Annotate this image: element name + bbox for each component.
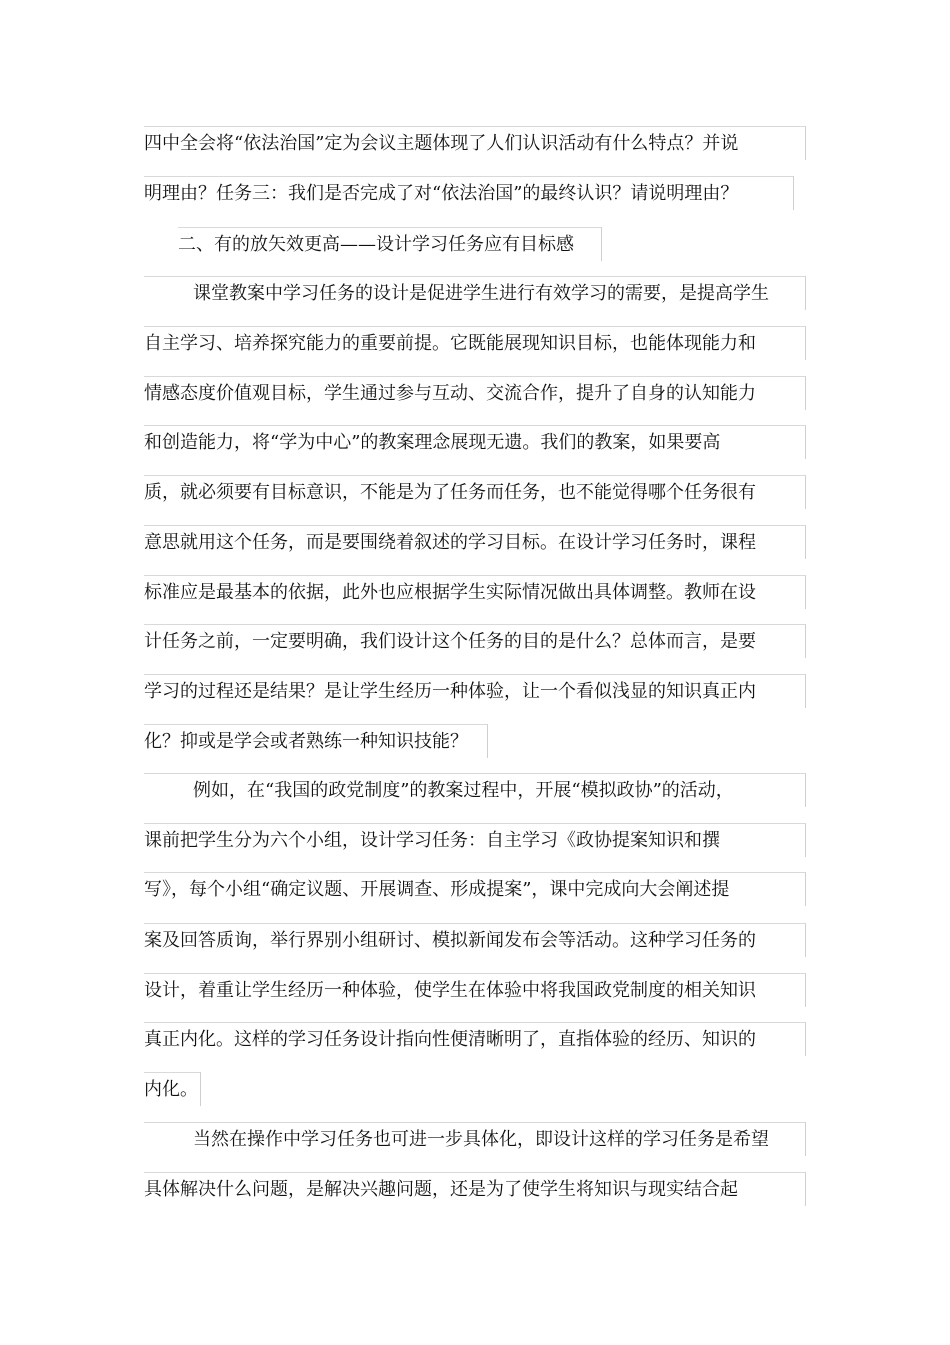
- section-heading: [178, 227, 602, 261]
- text-line: [144, 126, 806, 160]
- line-text: 明理由？任务三：我们是否完成了对“依法治国”的最终认识？请说明理由？: [144, 183, 739, 204]
- line-text: 学习的过程还是结果？是让学生经历一种体验，让一个看似浅显的知识真正内: [144, 681, 756, 702]
- text-line: [144, 674, 806, 708]
- line-text: 案及回答质询，举行界别小组研讨、模拟新闻发布会等活动。这种学习任务的: [144, 930, 756, 951]
- text-line: [144, 276, 806, 310]
- line-text: 四中全会将“依法治国”定为会议主题体现了人们认识活动有什么特点？并说: [144, 133, 739, 154]
- text-line: [144, 326, 806, 360]
- text-line: [144, 973, 806, 1007]
- line-text: 情感态度价值观目标，学生通过参与互动、交流合作，提升了自身的认知能力: [144, 383, 756, 404]
- line-text: 化？抑或是学会或者熟练一种知识技能？: [144, 731, 468, 752]
- line-text: 例如，在“我国的政党制度”的教案过程中，开展“模拟政协”的活动，: [193, 780, 734, 801]
- text-line: [144, 376, 806, 410]
- text-line: [144, 773, 806, 807]
- line-text: 计任务之前，一定要明确，我们设计这个任务的目的是什么？总体而言，是要: [144, 631, 756, 652]
- line-text: 真正内化。这样的学习任务设计指向性便清晰明了，直指体验的经历、知识的: [144, 1029, 756, 1050]
- text-line: [144, 176, 794, 210]
- line-text: 标准应是最基本的依据，此外也应根据学生实际情况做出具体调整。教师在设: [144, 582, 756, 603]
- text-line: [144, 823, 806, 857]
- line-text: 课堂教案中学习任务的设计是促进学生进行有效学习的需要，是提高学生: [193, 283, 769, 304]
- text-line: [144, 724, 488, 758]
- text-line: [144, 575, 806, 609]
- text-line: [144, 872, 806, 906]
- line-text: 当然在操作中学习任务也可进一步具体化，即设计这样的学习任务是希望: [193, 1129, 769, 1150]
- text-line: [144, 1072, 201, 1106]
- line-text: 和创造能力，将“学为中心”的教案理念展现无遗。我们的教案，如果要高: [144, 432, 721, 453]
- line-text: 写》，每个小组“确定议题、开展调查、形成提案”，课中完成向大会阐述提: [144, 879, 730, 900]
- text-line: [144, 1172, 806, 1206]
- text-line: [144, 1122, 806, 1156]
- text-line: [144, 525, 806, 559]
- line-text: 意思就用这个任务，而是要围绕着叙述的学习目标。在设计学习任务时，课程: [144, 532, 756, 553]
- text-line: [144, 624, 806, 658]
- text-line: [144, 1022, 806, 1056]
- line-text: 自主学习、培养探究能力的重要前提。它既能展现知识目标，也能体现能力和: [144, 333, 756, 354]
- heading-text: 二、有的放矢效更高——设计学习任务应有目标感: [178, 234, 574, 255]
- text-line: [144, 475, 806, 509]
- line-text: 具体解决什么问题，是解决兴趣问题，还是为了使学生将知识与现实结合起: [144, 1179, 738, 1200]
- line-text: 课前把学生分为六个小组，设计学习任务：自主学习《政协提案知识和撰: [144, 830, 720, 851]
- text-line: [144, 425, 806, 459]
- line-text: 设计，着重让学生经历一种体验，使学生在体验中将我国政党制度的相关知识: [144, 980, 756, 1001]
- line-text: 内化。: [144, 1079, 198, 1100]
- text-line: [144, 923, 806, 957]
- line-text: 质，就必须要有目标意识，不能是为了任务而任务，也不能觉得哪个任务很有: [144, 482, 756, 503]
